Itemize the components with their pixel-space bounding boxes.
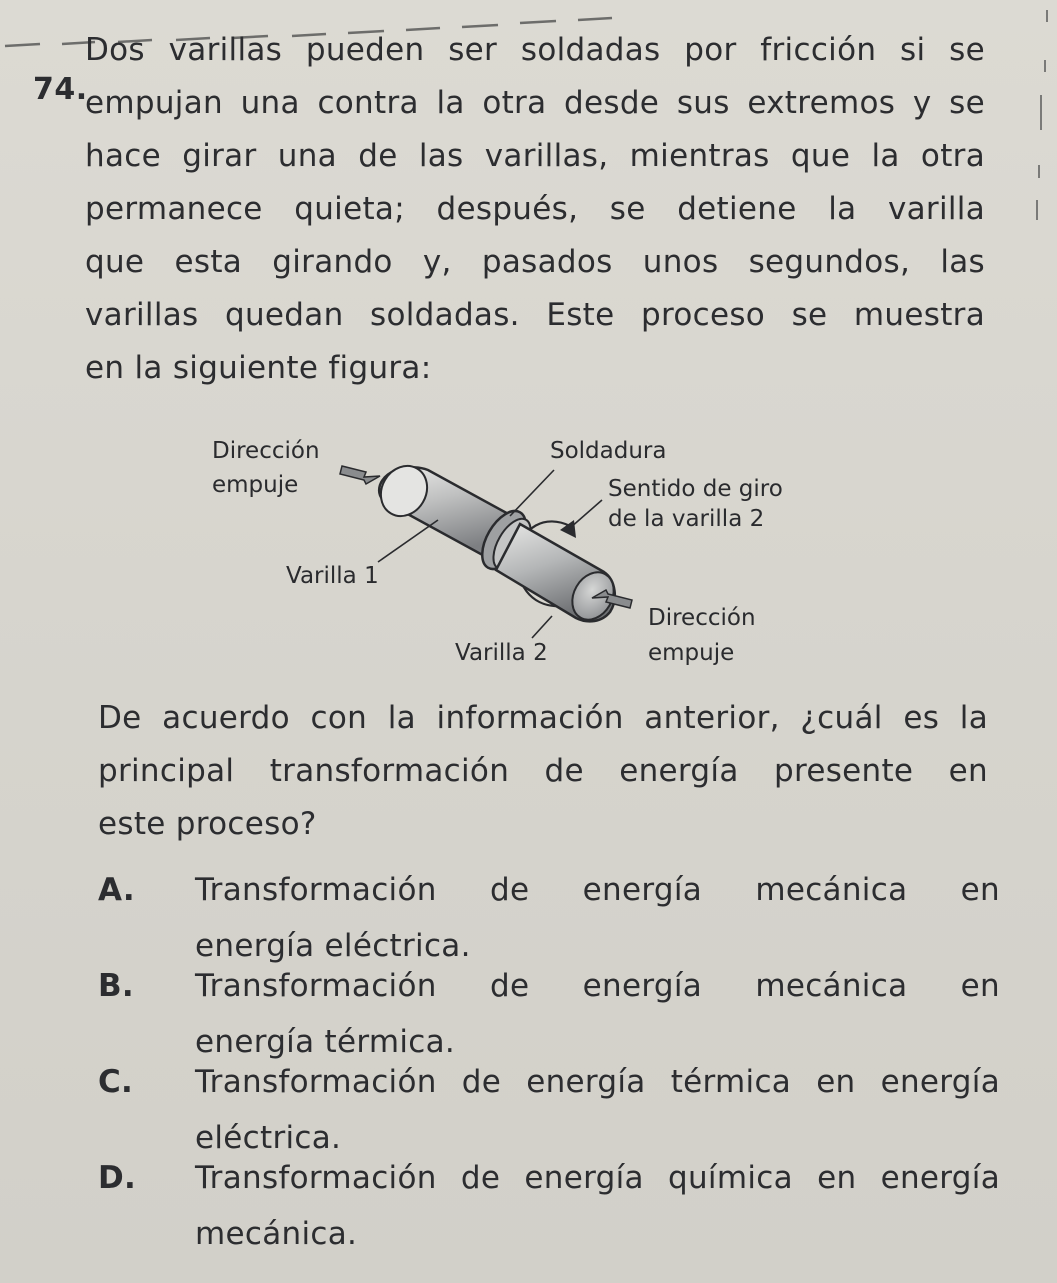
push-arrow-1 <box>340 466 380 484</box>
option-text: Transformación de energía térmica en energía <box>195 1064 1000 1100</box>
option-letter: A. <box>98 872 135 908</box>
option-letter: D. <box>98 1160 137 1196</box>
friction-welding-figure <box>190 430 850 690</box>
prompt-line: este proceso? <box>98 806 317 842</box>
option-text: Transformación de energía química en energía <box>195 1160 1000 1196</box>
question-number: 74. <box>33 72 88 107</box>
stem-line: permanece quieta; después, se detiene la varilla <box>85 191 985 227</box>
rod-2 <box>496 524 622 627</box>
label-direccion-1: Dirección <box>212 438 320 464</box>
label-empuje-2: empuje <box>648 640 735 666</box>
label-varilla-1: Varilla 1 <box>286 563 379 589</box>
label-direccion-2: Dirección <box>648 605 756 631</box>
question-stem <box>85 24 985 395</box>
option-letter: B. <box>98 968 135 1004</box>
prompt-line: principal transformación de energía presente en <box>98 753 988 789</box>
right-margin-marks <box>1017 0 1057 320</box>
option-d[interactable] <box>98 1150 1003 1262</box>
stem-line: varillas quedan soldadas. Este proceso se muestra <box>85 297 985 333</box>
option-text: Transformación de energía mecánica en <box>195 968 1000 1004</box>
label-sentido-1: Sentido de giro <box>608 476 783 502</box>
stem-line: que esta girando y, pasados unos segundos, las <box>85 244 985 280</box>
option-text: mecánica. <box>195 1216 358 1252</box>
label-sentido-2: de la varilla 2 <box>608 506 765 532</box>
option-letter: C. <box>98 1064 134 1100</box>
stem-line: en la siguiente figura: <box>85 350 432 386</box>
prompt-line: De acuerdo con la información anterior, ¿cuál es la <box>98 700 988 736</box>
label-empuje-1: empuje <box>212 472 299 498</box>
stem-line: empujan una contra la otra desde sus extremos y se <box>85 85 985 121</box>
option-text: eléctrica. <box>195 1120 342 1156</box>
option-text: energía térmica. <box>195 1024 456 1060</box>
question-prompt <box>98 692 988 851</box>
option-text: Transformación de energía mecánica en <box>195 872 1000 908</box>
label-varilla-2: Varilla 2 <box>455 640 548 666</box>
label-soldadura: Soldadura <box>550 438 667 464</box>
option-text: energía eléctrica. <box>195 928 471 964</box>
stem-line: hace girar una de las varillas, mientras que la otra <box>85 138 985 174</box>
stem-line: Dos varillas pueden ser soldadas por fricción si se <box>85 32 985 68</box>
